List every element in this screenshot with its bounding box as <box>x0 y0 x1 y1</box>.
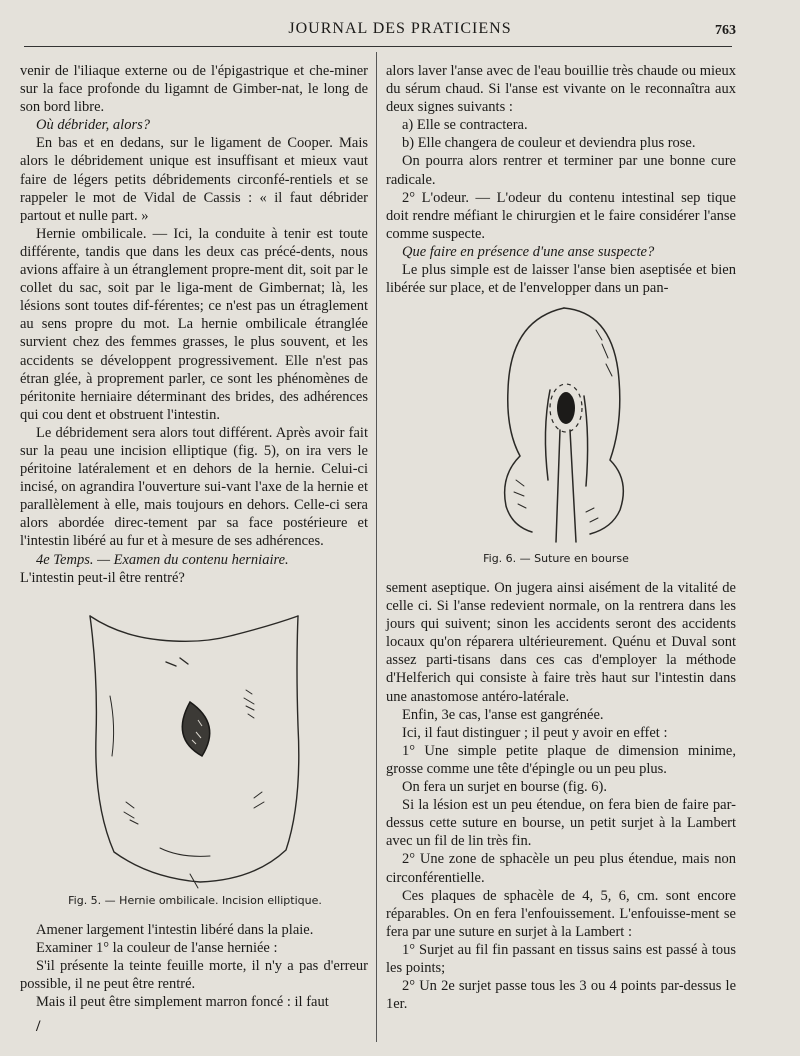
figure-caption: Fig. 5. — Hernie ombilicale. Incision elliptique. <box>68 894 322 907</box>
paragraph: S'il présente la teinte feuille morte, il n'y a pas d'erreur possible, il ne peut être rentré. <box>20 958 368 993</box>
page-header <box>20 20 780 44</box>
journal-title: JOURNAL DES PRATICIENS <box>288 20 512 37</box>
paragraph: venir de l'iliaque externe ou de l'épigastrique et che-miner sur la face profonde du ligamnt de Gimber-nat, le long de son bord libre. <box>20 63 368 116</box>
paragraph: Ces plaques de sphacèle de 4, 5, 6, cm. sont encore réparables. On en fera l'enfouissement. L'enfouisse-ment se fera par une suture en surjet à la Lambert : <box>386 887 736 940</box>
right-column-bottom <box>386 579 736 1013</box>
paragraph: En bas et en dedans, sur le ligament de Cooper. Mais alors le débridement unique est insuffisant et mieux vaut faire de légers petits débridements circonfé-rentiels et se rappeler le mot de Vidal de Cassis : « il faut débrider partout et nulle part. » <box>20 135 368 224</box>
left-column-top <box>20 62 368 587</box>
stray-mark: / <box>36 1018 41 1035</box>
figure-5 <box>40 606 350 912</box>
paragraph: Si la lésion est un peu étendue, on fera bien de faire par-dessus cette suture en bourse, un petit surjet à la Lambert avec un fil de lin très fin. <box>386 797 736 850</box>
paragraph: Examiner 1° la couleur de l'anse herniée : <box>36 940 278 957</box>
paragraph: On pourra alors rentrer et terminer par une bonne cure radicale. <box>386 153 736 188</box>
list-item: 1° Surjet au fil fin passant en tissus sains est passé à tous les points; <box>386 941 736 976</box>
left-column-bottom <box>20 921 368 1011</box>
column-divider <box>376 52 377 1042</box>
purse-string-suture-drawing <box>380 280 732 546</box>
hernia-incision-drawing <box>40 606 350 892</box>
list-item: b) Elle changera de couleur et deviendra plus rose. <box>402 135 696 152</box>
list-item: 1° Une simple petite plaque de dimension minime, grosse comme une tête d'épingle ou un peu plus. <box>386 742 736 777</box>
paragraph: Amener largement l'intestin libéré dans la plaie. <box>36 922 314 938</box>
paragraph: Mais il peut être simplement marron foncé : il faut <box>36 994 329 1011</box>
header-rule <box>24 46 732 47</box>
paragraph: alors laver l'anse avec de l'eau bouillie très chaude ou mieux du sérum chaud. Si l'anse est vivante on le reconnaîtra aux deux signes suivants : <box>386 63 736 116</box>
paragraph: 2° L'odeur. — L'odeur du contenu intestinal sep tique doit rendre méfiant le chirurgien et le faire considérer l'anse comme suspecte. <box>386 189 736 242</box>
question-heading: Que faire en présence d'une anse suspecte? <box>402 243 655 260</box>
paragraph: sement aseptique. On jugera ainsi aisément de la vitalité de celle ci. Si l'anse redevient normale, on la rentrera dans les jours qui suivent; sinon les accidents seront des accidents locaux qu'on réparera ultérieurement. Quénu et Duval sont assez parti-tisans dans ces cas d'employer la méthode d'Helferich qui consiste à faire très haut sur l'intestin dans une anastomose antéro-latérale. <box>386 580 736 705</box>
figure-6 <box>380 280 732 570</box>
page-number: 763 <box>715 23 736 38</box>
paragraph: Où débrider, alors? <box>36 117 150 134</box>
figure-caption: Fig. 6. — Suture en bourse <box>483 552 629 565</box>
paragraph: L'intestin peut-il être rentré? <box>20 569 185 586</box>
list-item: 2° Un 2e surjet passe tous les 3 ou 4 points par-dessus le 1er. <box>386 978 736 1013</box>
paragraph: Enfin, 3e cas, l'anse est gangrénée. <box>402 706 604 723</box>
paragraph: Le débridement sera alors tout différent. Après avoir fait sur la peau une incision elliptique (fig. 5), on ira vers le péritoine latéralement et en dehors de la hernie. Celui-ci incisé, on agrandira l'ouverture sui-vant l'axe de la hernie et parallèlement à elle, mais toujours en dehors. Celle-ci sera alors abordée direc-tement par sa face postérieure et l'intestin libéré au fur et à mesure de ses adhérences. <box>20 424 368 550</box>
section-heading: 4e Temps. — Examen du contenu herniaire. <box>36 551 289 568</box>
list-item: 2° Une zone de sphacèle un peu plus étendue, mais non circonférentielle. <box>386 851 736 886</box>
right-column-top <box>386 62 736 297</box>
paragraph: Ici, il faut distinguer ; il peut y avoir en effet : <box>402 724 668 741</box>
paragraph: Hernie ombilicale. — Ici, la conduite à tenir est toute différente, tandis que dans les deux cas précé-dents, nous avions affaire à un étranglement propre-ment dit, soit par le collet du sac, soit par le liga-ment de Gimbernat; là, les lésions sont toutes dif-férentes; ce n'est pas un étraglement au sens propre du mot. La hernie ombilicale étranglée survient chez des femmes grasses, le plus souvent, et les accidents se développent progressivement. Elle n'est pas étran glée, à proprement parler, ce sont les phénomènes de péritonite herniaire déterminant des brides, des adhérences qui cou dent et obstruent l'intestin. <box>20 225 368 423</box>
list-item: a) Elle se contractera. <box>402 117 528 134</box>
paragraph: On fera un surjet en bourse (fig. 6). <box>402 779 607 796</box>
paragraph: Le plus simple est de laisser l'anse bien aseptisée et bien libérée sur place, et de l'envelopper dans un pan- <box>386 262 736 297</box>
